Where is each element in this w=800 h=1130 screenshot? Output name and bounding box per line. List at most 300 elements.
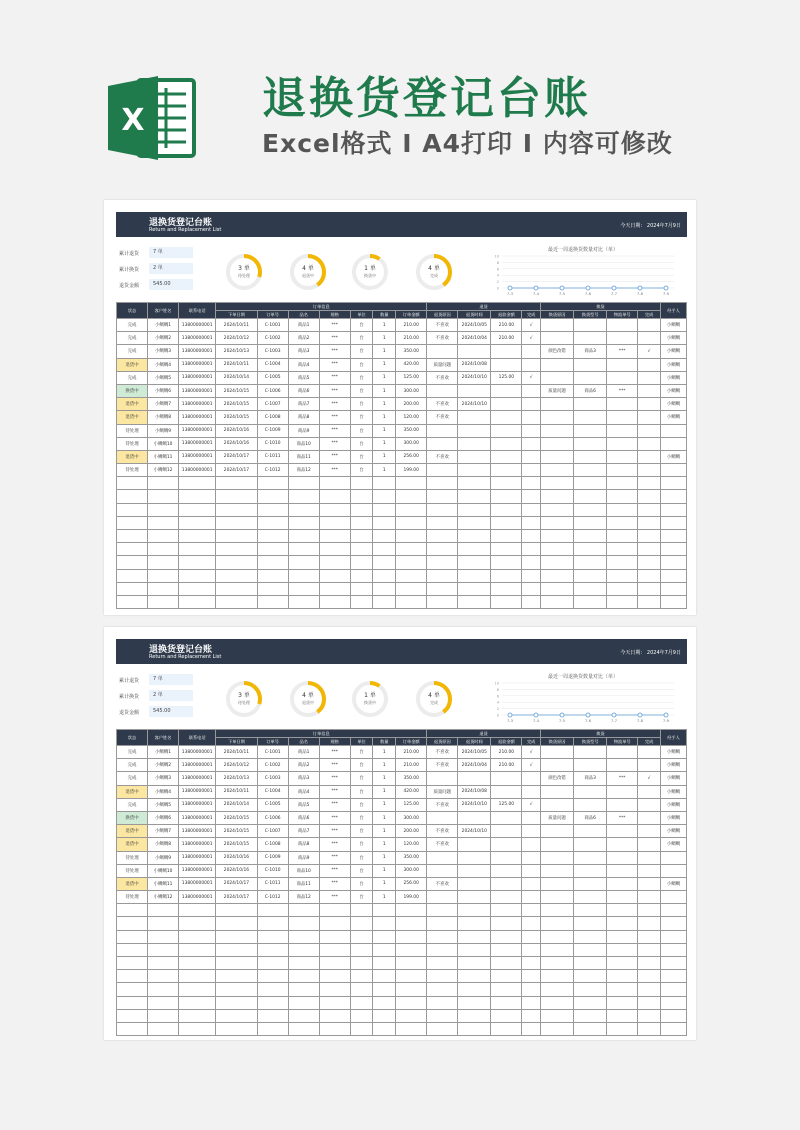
table-cell[interactable]: 350.00 <box>396 345 427 358</box>
table-cell[interactable] <box>638 851 661 864</box>
table-cell[interactable] <box>396 516 427 529</box>
table-cell[interactable] <box>148 569 179 582</box>
table-cell[interactable] <box>319 943 350 956</box>
table-cell[interactable] <box>427 970 458 983</box>
table-cell[interactable] <box>541 319 574 332</box>
table-cell[interactable] <box>491 917 522 930</box>
table-cell[interactable]: 120.00 <box>396 838 427 851</box>
table-cell[interactable] <box>148 582 179 595</box>
table-cell[interactable] <box>574 569 607 582</box>
table-cell[interactable]: 商品9 <box>288 424 319 437</box>
table-cell[interactable] <box>574 556 607 569</box>
table-cell[interactable] <box>427 582 458 595</box>
table-cell[interactable] <box>257 490 288 503</box>
table-cell[interactable] <box>288 957 319 970</box>
table-cell[interactable] <box>607 1009 638 1022</box>
table-cell[interactable]: 小鲷鲷9 <box>148 424 179 437</box>
table-cell[interactable] <box>288 530 319 543</box>
table-cell[interactable]: 小鲷鲷 <box>660 759 686 772</box>
table-cell[interactable] <box>638 569 661 582</box>
table-cell[interactable] <box>216 983 257 996</box>
table-cell[interactable] <box>522 772 541 785</box>
table-cell[interactable] <box>216 516 257 529</box>
table-cell[interactable]: *** <box>319 358 350 371</box>
table-cell[interactable]: 台 <box>350 785 373 798</box>
table-cell[interactable] <box>574 595 607 608</box>
table-cell[interactable] <box>607 358 638 371</box>
table-cell[interactable] <box>491 825 522 838</box>
table-cell[interactable] <box>607 464 638 477</box>
table-cell[interactable]: 256.00 <box>396 877 427 890</box>
table-cell[interactable] <box>491 384 522 397</box>
table-cell[interactable] <box>257 1022 288 1035</box>
table-cell[interactable]: 2024/10/10 <box>458 371 491 384</box>
table-cell[interactable]: 13800000001 <box>179 864 216 877</box>
table-cell[interactable] <box>373 569 396 582</box>
table-cell[interactable]: *** <box>319 424 350 437</box>
table-cell[interactable] <box>541 530 574 543</box>
table-cell[interactable] <box>638 970 661 983</box>
table-cell[interactable]: 台 <box>350 811 373 824</box>
table-cell[interactable] <box>574 917 607 930</box>
table-cell[interactable] <box>541 595 574 608</box>
table-cell[interactable] <box>491 516 522 529</box>
table-cell[interactable] <box>216 904 257 917</box>
table-cell[interactable]: 小鲷鲷 <box>660 450 686 463</box>
table-cell[interactable] <box>288 970 319 983</box>
table-cell[interactable] <box>148 904 179 917</box>
table-cell[interactable] <box>660 543 686 556</box>
table-cell[interactable]: 120.00 <box>396 411 427 424</box>
status-cell[interactable]: 完成 <box>117 371 148 384</box>
table-cell[interactable] <box>373 490 396 503</box>
table-cell[interactable] <box>638 490 661 503</box>
table-cell[interactable]: 小鲷鲷8 <box>148 411 179 424</box>
table-cell[interactable] <box>541 1022 574 1035</box>
table-cell[interactable] <box>522 864 541 877</box>
table-cell[interactable] <box>541 943 574 956</box>
table-cell[interactable] <box>427 917 458 930</box>
table-cell[interactable]: 商品10 <box>288 437 319 450</box>
table-cell[interactable] <box>458 450 491 463</box>
table-cell[interactable] <box>660 943 686 956</box>
table-cell[interactable] <box>257 996 288 1009</box>
table-cell[interactable]: 小鲷鲷8 <box>148 838 179 851</box>
table-cell[interactable] <box>522 516 541 529</box>
table-cell[interactable]: C-1004 <box>257 358 288 371</box>
table-cell[interactable] <box>660 516 686 529</box>
table-cell[interactable]: 2024/10/08 <box>458 358 491 371</box>
table-cell[interactable] <box>350 556 373 569</box>
table-cell[interactable]: 小鲷鲷4 <box>148 358 179 371</box>
table-cell[interactable]: *** <box>319 877 350 890</box>
table-cell[interactable] <box>522 838 541 851</box>
table-cell[interactable] <box>574 582 607 595</box>
table-cell[interactable] <box>491 1022 522 1035</box>
table-cell[interactable] <box>458 957 491 970</box>
table-cell[interactable]: 台 <box>350 424 373 437</box>
table-cell[interactable] <box>541 490 574 503</box>
table-cell[interactable] <box>427 345 458 358</box>
table-cell[interactable]: 商品11 <box>288 450 319 463</box>
table-cell[interactable]: 小鲷鲷2 <box>148 759 179 772</box>
table-cell[interactable] <box>458 811 491 824</box>
table-cell[interactable] <box>541 477 574 490</box>
table-cell[interactable]: 210.00 <box>396 759 427 772</box>
table-cell[interactable] <box>257 569 288 582</box>
table-cell[interactable] <box>574 543 607 556</box>
table-cell[interactable] <box>458 851 491 864</box>
table-cell[interactable] <box>491 437 522 450</box>
table-cell[interactable] <box>117 595 148 608</box>
table-cell[interactable] <box>574 996 607 1009</box>
table-cell[interactable] <box>396 543 427 556</box>
table-cell[interactable] <box>607 1022 638 1035</box>
table-cell[interactable] <box>396 970 427 983</box>
table-cell[interactable]: C-1008 <box>257 838 288 851</box>
table-cell[interactable] <box>491 772 522 785</box>
table-cell[interactable] <box>179 917 216 930</box>
table-cell[interactable] <box>522 464 541 477</box>
table-cell[interactable] <box>216 530 257 543</box>
table-cell[interactable] <box>522 891 541 904</box>
table-cell[interactable]: 1 <box>373 332 396 345</box>
table-cell[interactable] <box>458 490 491 503</box>
table-cell[interactable] <box>638 332 661 345</box>
table-cell[interactable] <box>491 930 522 943</box>
table-cell[interactable] <box>638 503 661 516</box>
table-cell[interactable] <box>396 530 427 543</box>
table-cell[interactable] <box>638 424 661 437</box>
table-cell[interactable] <box>148 917 179 930</box>
status-cell[interactable]: 退货中 <box>117 785 148 798</box>
table-cell[interactable]: *** <box>319 811 350 824</box>
table-cell[interactable]: 125.00 <box>396 798 427 811</box>
table-cell[interactable] <box>574 759 607 772</box>
table-cell[interactable] <box>522 384 541 397</box>
table-cell[interactable]: *** <box>319 450 350 463</box>
table-cell[interactable] <box>257 516 288 529</box>
table-cell[interactable] <box>574 877 607 890</box>
table-cell[interactable] <box>148 1009 179 1022</box>
table-cell[interactable] <box>522 996 541 1009</box>
table-cell[interactable] <box>541 983 574 996</box>
table-cell[interactable]: 2024/10/17 <box>216 891 257 904</box>
table-cell[interactable] <box>541 798 574 811</box>
table-cell[interactable] <box>117 917 148 930</box>
status-cell[interactable]: 待处理 <box>117 891 148 904</box>
table-cell[interactable] <box>458 996 491 1009</box>
table-cell[interactable] <box>179 957 216 970</box>
table-cell[interactable]: *** <box>607 345 638 358</box>
table-cell[interactable]: 台 <box>350 838 373 851</box>
table-cell[interactable] <box>541 569 574 582</box>
table-cell[interactable] <box>541 503 574 516</box>
table-cell[interactable]: 商品6 <box>288 811 319 824</box>
table-cell[interactable] <box>541 1009 574 1022</box>
table-cell[interactable] <box>607 943 638 956</box>
table-cell[interactable] <box>288 503 319 516</box>
table-cell[interactable] <box>607 595 638 608</box>
status-cell[interactable]: 完成 <box>117 759 148 772</box>
table-cell[interactable] <box>574 398 607 411</box>
table-cell[interactable]: C-1011 <box>257 877 288 890</box>
table-cell[interactable] <box>458 437 491 450</box>
table-cell[interactable] <box>288 904 319 917</box>
stat-value[interactable]: 545.00 <box>149 279 193 290</box>
table-cell[interactable] <box>427 772 458 785</box>
table-cell[interactable] <box>458 864 491 877</box>
table-cell[interactable] <box>117 1009 148 1022</box>
table-cell[interactable]: 420.00 <box>396 358 427 371</box>
table-cell[interactable] <box>607 798 638 811</box>
table-cell[interactable]: 台 <box>350 345 373 358</box>
status-cell[interactable]: 完成 <box>117 772 148 785</box>
table-cell[interactable]: 2024/10/16 <box>216 437 257 450</box>
table-cell[interactable] <box>574 851 607 864</box>
table-cell[interactable] <box>373 996 396 1009</box>
table-cell[interactable]: 200.00 <box>396 398 427 411</box>
table-cell[interactable]: 1 <box>373 384 396 397</box>
table-cell[interactable] <box>350 957 373 970</box>
status-cell[interactable]: 退货中 <box>117 450 148 463</box>
table-cell[interactable] <box>427 1022 458 1035</box>
status-cell[interactable]: 完成 <box>117 798 148 811</box>
table-cell[interactable] <box>350 490 373 503</box>
table-cell[interactable] <box>491 464 522 477</box>
table-cell[interactable] <box>638 746 661 759</box>
table-cell[interactable]: 13800000001 <box>179 398 216 411</box>
table-cell[interactable] <box>148 1022 179 1035</box>
table-cell[interactable]: 不喜欢 <box>427 332 458 345</box>
table-cell[interactable]: 台 <box>350 891 373 904</box>
table-cell[interactable] <box>574 437 607 450</box>
table-cell[interactable] <box>319 930 350 943</box>
table-cell[interactable] <box>638 464 661 477</box>
table-cell[interactable] <box>660 851 686 864</box>
table-cell[interactable] <box>491 877 522 890</box>
table-cell[interactable] <box>458 595 491 608</box>
table-cell[interactable]: 2024/10/17 <box>216 464 257 477</box>
status-cell[interactable]: 待处理 <box>117 851 148 864</box>
table-cell[interactable] <box>607 851 638 864</box>
table-cell[interactable] <box>541 891 574 904</box>
stat-value[interactable]: 545.00 <box>149 706 193 717</box>
table-cell[interactable] <box>396 943 427 956</box>
table-cell[interactable] <box>541 930 574 943</box>
table-cell[interactable] <box>574 825 607 838</box>
table-cell[interactable]: 商品1 <box>288 746 319 759</box>
table-cell[interactable] <box>491 490 522 503</box>
table-cell[interactable]: 商品1 <box>288 319 319 332</box>
table-cell[interactable] <box>288 595 319 608</box>
table-cell[interactable] <box>491 582 522 595</box>
status-cell[interactable]: 待处理 <box>117 437 148 450</box>
table-cell[interactable] <box>117 582 148 595</box>
table-cell[interactable]: 125.00 <box>396 371 427 384</box>
table-cell[interactable] <box>427 477 458 490</box>
table-cell[interactable]: 210.00 <box>491 759 522 772</box>
table-cell[interactable] <box>179 1022 216 1035</box>
table-cell[interactable] <box>574 1022 607 1035</box>
table-cell[interactable]: √ <box>638 345 661 358</box>
table-cell[interactable] <box>427 943 458 956</box>
table-cell[interactable] <box>458 838 491 851</box>
table-cell[interactable] <box>522 970 541 983</box>
table-cell[interactable]: √ <box>522 746 541 759</box>
table-cell[interactable] <box>216 595 257 608</box>
table-cell[interactable] <box>427 424 458 437</box>
table-cell[interactable]: 1 <box>373 825 396 838</box>
table-cell[interactable]: 2024/10/12 <box>216 332 257 345</box>
table-cell[interactable] <box>638 996 661 1009</box>
table-cell[interactable] <box>607 785 638 798</box>
table-cell[interactable] <box>458 556 491 569</box>
table-cell[interactable] <box>288 996 319 1009</box>
table-cell[interactable] <box>350 943 373 956</box>
table-cell[interactable] <box>574 983 607 996</box>
status-cell[interactable]: 退货中 <box>117 411 148 424</box>
table-cell[interactable]: 210.00 <box>491 319 522 332</box>
table-cell[interactable]: 1 <box>373 811 396 824</box>
table-cell[interactable] <box>179 503 216 516</box>
table-cell[interactable]: 台 <box>350 371 373 384</box>
table-cell[interactable] <box>216 943 257 956</box>
table-cell[interactable] <box>148 503 179 516</box>
table-cell[interactable]: 210.00 <box>491 332 522 345</box>
table-cell[interactable] <box>427 904 458 917</box>
table-cell[interactable]: 小鲷鲷5 <box>148 371 179 384</box>
table-cell[interactable]: 商品3 <box>574 345 607 358</box>
table-cell[interactable] <box>522 398 541 411</box>
table-cell[interactable] <box>257 543 288 556</box>
table-cell[interactable]: 不喜欢 <box>427 825 458 838</box>
table-cell[interactable] <box>607 319 638 332</box>
table-cell[interactable] <box>319 1009 350 1022</box>
table-cell[interactable] <box>491 904 522 917</box>
table-cell[interactable] <box>491 943 522 956</box>
table-cell[interactable] <box>216 543 257 556</box>
table-cell[interactable]: 1 <box>373 864 396 877</box>
table-cell[interactable] <box>607 891 638 904</box>
table-cell[interactable] <box>574 785 607 798</box>
table-cell[interactable]: C-1012 <box>257 464 288 477</box>
table-cell[interactable] <box>541 450 574 463</box>
table-cell[interactable]: 不喜欢 <box>427 450 458 463</box>
table-cell[interactable]: 小鲷鲷 <box>660 371 686 384</box>
table-cell[interactable] <box>574 970 607 983</box>
table-cell[interactable] <box>117 477 148 490</box>
table-cell[interactable] <box>491 785 522 798</box>
table-cell[interactable] <box>574 904 607 917</box>
table-cell[interactable] <box>660 569 686 582</box>
table-cell[interactable]: 2024/10/10 <box>458 825 491 838</box>
table-cell[interactable] <box>638 595 661 608</box>
table-cell[interactable] <box>396 957 427 970</box>
table-cell[interactable] <box>319 543 350 556</box>
table-cell[interactable]: 2024/10/13 <box>216 772 257 785</box>
table-cell[interactable] <box>373 1009 396 1022</box>
table-cell[interactable] <box>491 970 522 983</box>
table-cell[interactable] <box>319 530 350 543</box>
table-cell[interactable] <box>373 983 396 996</box>
table-cell[interactable] <box>257 957 288 970</box>
table-cell[interactable]: *** <box>607 772 638 785</box>
table-cell[interactable]: 商品2 <box>288 332 319 345</box>
table-cell[interactable]: 13800000001 <box>179 811 216 824</box>
table-cell[interactable] <box>541 996 574 1009</box>
table-cell[interactable] <box>373 556 396 569</box>
table-cell[interactable]: 1 <box>373 891 396 904</box>
table-cell[interactable] <box>373 582 396 595</box>
table-cell[interactable] <box>491 811 522 824</box>
table-cell[interactable] <box>522 943 541 956</box>
table-cell[interactable] <box>319 1022 350 1035</box>
table-cell[interactable]: *** <box>319 332 350 345</box>
table-cell[interactable]: 2024/10/10 <box>458 398 491 411</box>
table-cell[interactable]: 2024/10/15 <box>216 411 257 424</box>
table-cell[interactable]: 台 <box>350 358 373 371</box>
table-cell[interactable] <box>319 996 350 1009</box>
table-cell[interactable]: 1 <box>373 437 396 450</box>
table-cell[interactable] <box>574 490 607 503</box>
table-cell[interactable] <box>427 464 458 477</box>
table-cell[interactable] <box>350 904 373 917</box>
table-cell[interactable] <box>541 864 574 877</box>
table-cell[interactable]: √ <box>522 319 541 332</box>
table-cell[interactable] <box>350 1022 373 1035</box>
table-cell[interactable] <box>396 490 427 503</box>
table-cell[interactable]: 13800000001 <box>179 384 216 397</box>
table-cell[interactable] <box>491 411 522 424</box>
table-cell[interactable]: 商品12 <box>288 464 319 477</box>
table-cell[interactable] <box>574 371 607 384</box>
table-cell[interactable] <box>373 503 396 516</box>
table-cell[interactable] <box>660 464 686 477</box>
table-cell[interactable] <box>458 904 491 917</box>
table-cell[interactable] <box>350 1009 373 1022</box>
table-cell[interactable] <box>319 582 350 595</box>
table-cell[interactable] <box>350 983 373 996</box>
table-cell[interactable] <box>179 582 216 595</box>
table-cell[interactable]: 13800000001 <box>179 785 216 798</box>
table-cell[interactable]: 2024/10/12 <box>216 759 257 772</box>
table-cell[interactable]: 1 <box>373 746 396 759</box>
table-cell[interactable]: 商品6 <box>574 384 607 397</box>
table-cell[interactable] <box>607 838 638 851</box>
table-cell[interactable]: 小鲷鲷4 <box>148 785 179 798</box>
table-cell[interactable]: 1 <box>373 345 396 358</box>
table-cell[interactable] <box>541 851 574 864</box>
table-cell[interactable] <box>350 516 373 529</box>
table-cell[interactable] <box>541 825 574 838</box>
table-cell[interactable] <box>373 516 396 529</box>
table-cell[interactable] <box>522 424 541 437</box>
table-cell[interactable] <box>427 811 458 824</box>
table-cell[interactable]: 商品8 <box>288 411 319 424</box>
table-cell[interactable] <box>574 477 607 490</box>
table-cell[interactable] <box>541 556 574 569</box>
table-cell[interactable] <box>319 569 350 582</box>
table-cell[interactable]: 1 <box>373 424 396 437</box>
table-cell[interactable] <box>373 957 396 970</box>
table-cell[interactable]: 小鲷鲷12 <box>148 891 179 904</box>
table-cell[interactable]: 2024/10/14 <box>216 798 257 811</box>
table-cell[interactable] <box>638 877 661 890</box>
table-cell[interactable]: 颜色改错 <box>541 345 574 358</box>
table-cell[interactable] <box>396 1022 427 1035</box>
table-cell[interactable]: 350.00 <box>396 424 427 437</box>
